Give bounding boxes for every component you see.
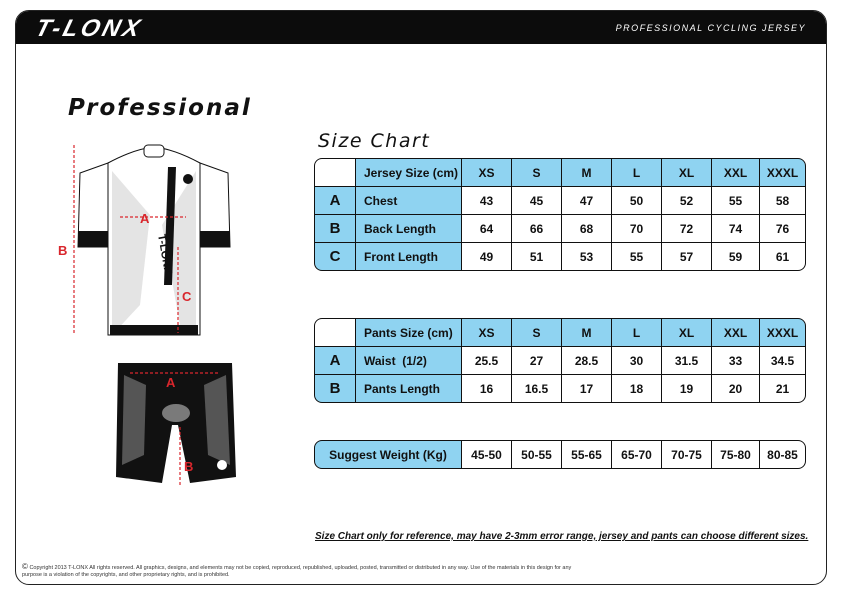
jersey-size-table	[314, 158, 806, 271]
table-cell: 72	[662, 215, 712, 243]
table-cell: 55-65	[562, 440, 612, 469]
table-cell: 49	[462, 243, 512, 271]
table-cell: 80-85	[760, 440, 806, 469]
table-row	[314, 347, 806, 375]
pants-marker-b: B	[184, 459, 194, 474]
copyright-symbol: ©	[22, 562, 28, 571]
weight-label: Suggest Weight (Kg)	[314, 440, 462, 469]
jersey-illustration	[58, 145, 230, 335]
jersey-logo-text: T-LONX	[155, 233, 174, 276]
table-cell: 45-50	[462, 440, 512, 469]
row-letter: C	[314, 243, 356, 271]
table-cell: 47	[562, 187, 612, 215]
size-header: XL	[662, 318, 712, 347]
table-cell: 70	[612, 215, 662, 243]
table-cell: 64	[462, 215, 512, 243]
size-header: XL	[662, 158, 712, 187]
header-bar	[16, 11, 826, 44]
table-cell: 28.5	[562, 347, 612, 375]
row-label: Pants Length	[356, 375, 462, 403]
right-cuff	[198, 231, 230, 247]
row-letter: B	[314, 375, 356, 403]
table-cell: 51	[512, 243, 562, 271]
table-cell: 61	[760, 243, 806, 271]
table-cell: 70-75	[662, 440, 712, 469]
table-row	[314, 440, 806, 469]
brand-logo: T-LONX	[32, 15, 146, 42]
table-cell: 65-70	[612, 440, 662, 469]
pants-illustration	[116, 363, 236, 485]
row-letter: A	[314, 347, 356, 375]
table-cell: 57	[662, 243, 712, 271]
page-heading: Professional	[68, 95, 252, 121]
table-cell: 55	[612, 243, 662, 271]
table-cell: 17	[562, 375, 612, 403]
table-cell: 53	[562, 243, 612, 271]
row-label: Waist (1/2)	[356, 347, 462, 375]
table-cell: 16.5	[512, 375, 562, 403]
pants-size-table	[314, 318, 806, 403]
pants-emblem-icon	[217, 460, 227, 470]
table-cell: 20	[712, 375, 760, 403]
table-cell: 45	[512, 187, 562, 215]
size-header: XS	[462, 158, 512, 187]
row-letter: A	[314, 187, 356, 215]
row-label: Chest	[356, 187, 462, 215]
table-cell: 58	[760, 187, 806, 215]
table-cell: 50-55	[512, 440, 562, 469]
size-header: L	[612, 318, 662, 347]
pants-table-title: Pants Size (cm)	[356, 318, 462, 347]
size-header: XS	[462, 318, 512, 347]
table-cell: 30	[612, 347, 662, 375]
row-label: Front Length	[356, 243, 462, 271]
table-cell: 33	[712, 347, 760, 375]
size-note: Size Chart only for reference, may have 2-3mm error range, jersey and pants can choose different sizes.	[315, 531, 809, 542]
table-row	[314, 215, 806, 243]
jersey-marker-a: A	[140, 211, 150, 226]
row-letter: B	[314, 215, 356, 243]
table-row	[314, 243, 806, 271]
weight-table	[314, 440, 806, 469]
size-header: M	[562, 158, 612, 187]
pants-marker-a: A	[166, 375, 176, 390]
copyright-text: Copyright 2013 T-LONX All rights reserved. All graphics, designs, and elements may not be copied, reproduced, republished, uploaded, posted, transmitted or distributed in any way. Use of the materials in this design for any purpose is a violation of the copyrights, and other proprietary rights, and is prohibited.	[22, 565, 572, 578]
table-cell: 16	[462, 375, 512, 403]
table-cell: 76	[760, 215, 806, 243]
size-header: S	[512, 158, 562, 187]
table-cell: 19	[662, 375, 712, 403]
size-header: XXL	[712, 318, 760, 347]
table-row	[314, 375, 806, 403]
size-header: XXL	[712, 158, 760, 187]
table-cell: 68	[562, 215, 612, 243]
table-cell: 31.5	[662, 347, 712, 375]
jersey-marker-c: C	[182, 289, 192, 304]
garment-illustration	[40, 135, 280, 495]
table-cell: 52	[662, 187, 712, 215]
size-header: XXXL	[760, 318, 806, 347]
copyright-block	[22, 563, 582, 579]
left-cuff	[78, 231, 110, 247]
table-cell: 34.5	[760, 347, 806, 375]
table-cell: 21	[760, 375, 806, 403]
table-cell: 75-80	[712, 440, 760, 469]
table-row	[314, 187, 806, 215]
table-header-row	[314, 158, 806, 187]
table-cell: 74	[712, 215, 760, 243]
row-label: Back Length	[356, 215, 462, 243]
size-header: XXXL	[760, 158, 806, 187]
table-cell: 27	[512, 347, 562, 375]
jersey-marker-b: B	[58, 243, 68, 258]
table-cell: 18	[612, 375, 662, 403]
table-cell: 50	[612, 187, 662, 215]
table-cell: 55	[712, 187, 760, 215]
size-header: M	[562, 318, 612, 347]
table-cell: 66	[512, 215, 562, 243]
table-header-row	[314, 318, 806, 347]
jersey-emblem-icon	[183, 174, 193, 184]
size-header: L	[612, 158, 662, 187]
table-cell: 25.5	[462, 347, 512, 375]
table-cell: 59	[712, 243, 760, 271]
table-cell: 43	[462, 187, 512, 215]
header-tagline: PROFESSIONAL CYCLING JERSEY	[615, 23, 806, 33]
size-header: S	[512, 318, 562, 347]
jersey-table-title: Jersey Size (cm)	[356, 158, 462, 187]
size-chart-heading: Size Chart	[318, 130, 431, 152]
